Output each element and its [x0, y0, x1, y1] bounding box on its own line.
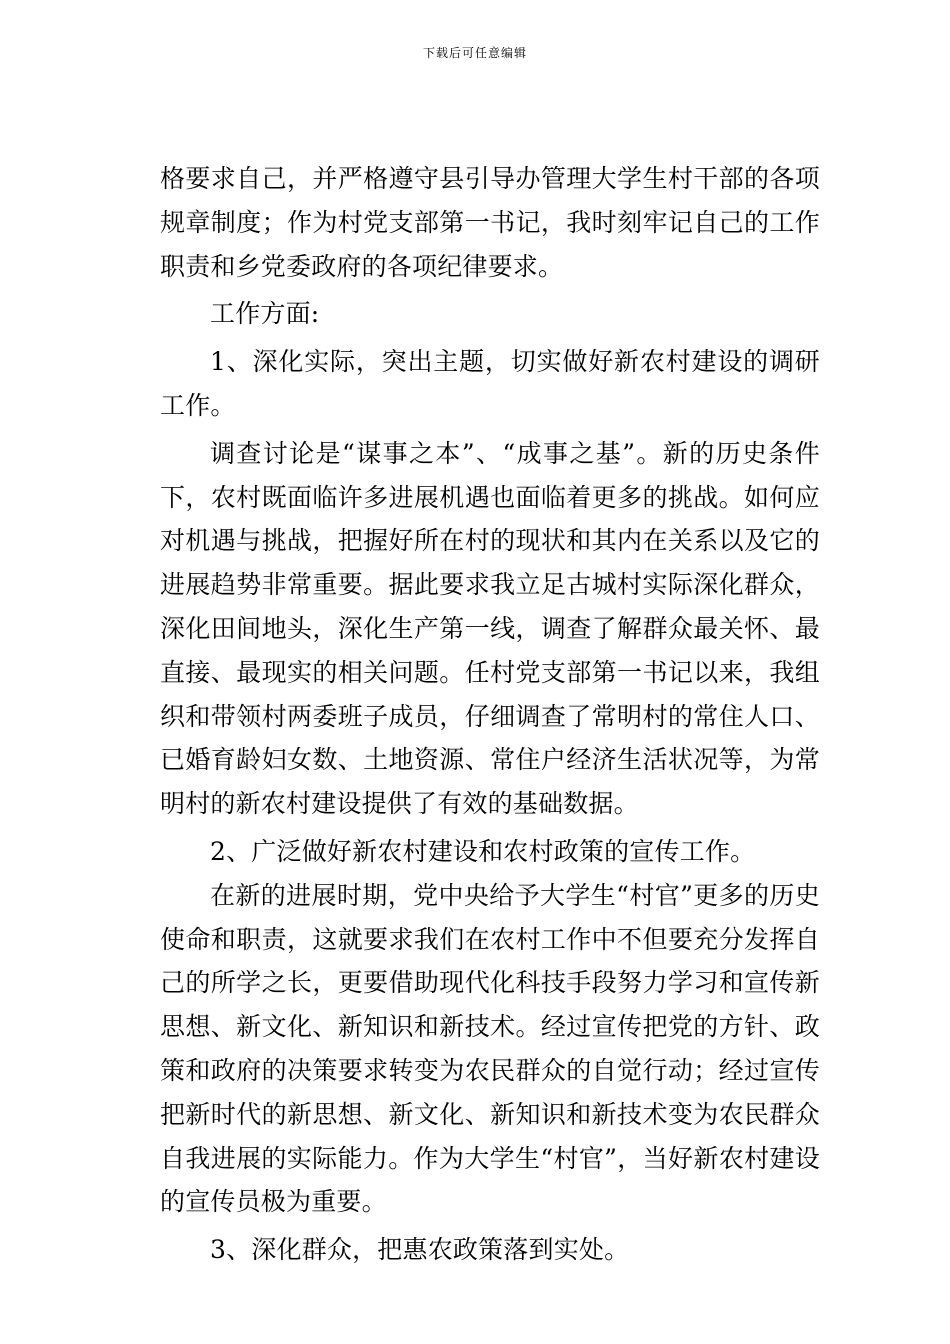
item-heading-1: 1、深化实际，突出主题，切实做好新农村建设的调研工作。	[160, 347, 820, 420]
document-body	[160, 157, 820, 1272]
item-heading-2: 2、广泛做好新农村建设和农村政策的宣传工作。	[210, 836, 756, 866]
item-heading-3: 3、深化群众，把惠农政策落到实处。	[210, 1235, 630, 1265]
section-heading-work: 工作方面:	[210, 299, 320, 329]
paragraph-continuation: 格要求自己，并严格遵守县引导办管理大学生村干部的各项规章制度；作为村党支部第一书记，我时刻牢记自己的工作职责和乡党委政府的各项纪律要求。	[160, 164, 820, 281]
page-header-note: 下载后可任意编辑	[422, 46, 527, 60]
paragraph-research: 调查讨论是“谋事之本”、“成事之基”。新的历史条件下，农村既面临许多进展机遇也面临着更多的挑战。如何应对机遇与挑战，把握好所在村的现状和其内在关系以及它的进展趋势非常重要。据此要求我立足古城村实际深化群众，深化田间地头，深化生产第一线，调查了解群众最关怀、最直接、最现实的相关问题。任村党支部第一书记以来，我组织和带领村两委班子成员，仔细调查了常明村的常住人口、已婚育龄妇女数、土地资源、常住户经济生活状况等，为常明村的新农村建设提供了有效的基础数据。	[160, 438, 820, 819]
paragraph-publicity: 在新的进展时期，党中央给予大学生“村官”更多的历史使命和职责，这就要求我们在农村工作中不但要充分发挥自己的所学之长，更要借助现代化科技手段努力学习和宣传新思想、新文化、新知识和新技术。经过宣传把党的方针、政策和政府的决策要求转变为农民群众的自觉行动；经过宣传把新时代的新思想、新文化、新知识和新技术变为农民群众自我进展的实际能力。作为大学生“村官”，当好新农村建设的宣传员极为重要。	[160, 880, 820, 1217]
